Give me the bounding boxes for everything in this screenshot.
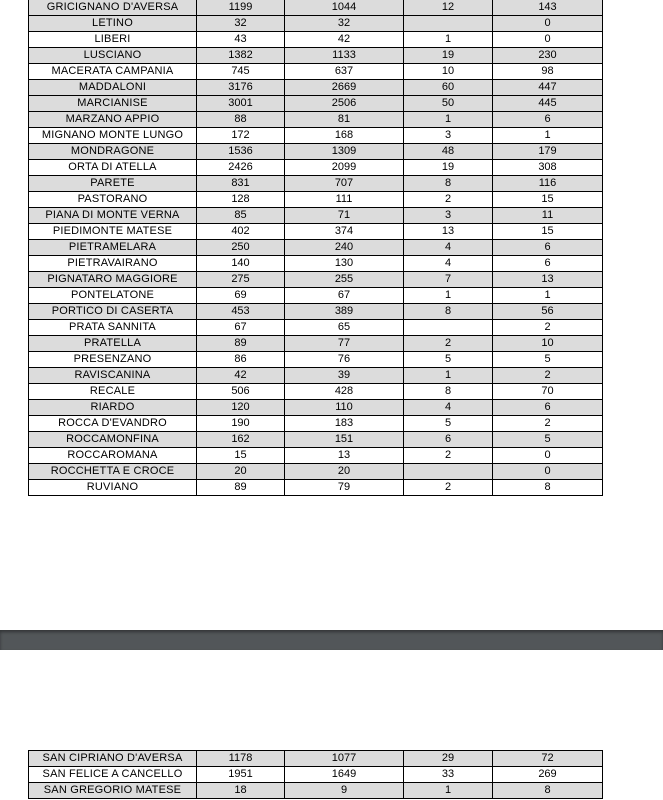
value-cell-2: 130 xyxy=(285,256,404,272)
value-cell-3: 1 xyxy=(404,32,493,48)
value-cell-2: 183 xyxy=(285,416,404,432)
value-cell-2: 1649 xyxy=(285,767,404,783)
municipality-cell: LUSCIANO xyxy=(29,48,197,64)
value-cell-2: 389 xyxy=(285,304,404,320)
table-row xyxy=(29,288,603,304)
table-row xyxy=(29,352,603,368)
table-row xyxy=(29,128,603,144)
value-cell-3: 48 xyxy=(404,144,493,160)
value-cell-2: 9 xyxy=(285,783,404,799)
table-row xyxy=(29,112,603,128)
value-cell-1: 402 xyxy=(197,224,285,240)
municipality-cell: RIARDO xyxy=(29,400,197,416)
municipality-cell: RECALE xyxy=(29,384,197,400)
municipality-cell: PORTICO DI CASERTA xyxy=(29,304,197,320)
value-cell-2: 240 xyxy=(285,240,404,256)
value-cell-1: 42 xyxy=(197,368,285,384)
table-row xyxy=(29,464,603,480)
value-cell-3: 5 xyxy=(404,416,493,432)
municipality-cell: ORTA DI ATELLA xyxy=(29,160,197,176)
value-cell-4: 56 xyxy=(493,304,603,320)
value-cell-1: 69 xyxy=(197,288,285,304)
value-cell-4: 98 xyxy=(493,64,603,80)
value-cell-3: 1 xyxy=(404,112,493,128)
value-cell-3: 4 xyxy=(404,240,493,256)
table-row xyxy=(29,48,603,64)
value-cell-3: 3 xyxy=(404,208,493,224)
value-cell-3: 12 xyxy=(404,0,493,16)
value-cell-4: 0 xyxy=(493,464,603,480)
value-cell-1: 453 xyxy=(197,304,285,320)
value-cell-4: 13 xyxy=(493,272,603,288)
value-cell-2: 71 xyxy=(285,208,404,224)
value-cell-3: 4 xyxy=(404,256,493,272)
table-row xyxy=(29,304,603,320)
municipality-cell: ROCCA D'EVANDRO xyxy=(29,416,197,432)
value-cell-3: 1 xyxy=(404,368,493,384)
value-cell-2: 65 xyxy=(285,320,404,336)
value-cell-4: 269 xyxy=(493,767,603,783)
value-cell-3: 50 xyxy=(404,96,493,112)
value-cell-1: 250 xyxy=(197,240,285,256)
value-cell-2: 707 xyxy=(285,176,404,192)
value-cell-2: 2669 xyxy=(285,80,404,96)
value-cell-4: 72 xyxy=(493,751,603,767)
value-cell-4: 179 xyxy=(493,144,603,160)
table-row xyxy=(29,320,603,336)
municipality-cell: MARZANO APPIO xyxy=(29,112,197,128)
value-cell-4: 8 xyxy=(493,480,603,496)
value-cell-2: 1077 xyxy=(285,751,404,767)
table-row xyxy=(29,256,603,272)
table-row xyxy=(29,783,603,799)
municipality-cell: ROCCAROMANA xyxy=(29,448,197,464)
value-cell-3: 2 xyxy=(404,448,493,464)
municipality-cell: MONDRAGONE xyxy=(29,144,197,160)
value-cell-4: 8 xyxy=(493,783,603,799)
table-row xyxy=(29,400,603,416)
value-cell-1: 190 xyxy=(197,416,285,432)
value-cell-4: 308 xyxy=(493,160,603,176)
table-row xyxy=(29,767,603,783)
value-cell-1: 162 xyxy=(197,432,285,448)
value-cell-3: 1 xyxy=(404,783,493,799)
municipality-cell: PRATA SANNITA xyxy=(29,320,197,336)
value-cell-1: 3001 xyxy=(197,96,285,112)
value-cell-2: 32 xyxy=(285,16,404,32)
municipality-cell: RAVISCANINA xyxy=(29,368,197,384)
value-cell-2: 1133 xyxy=(285,48,404,64)
value-cell-1: 67 xyxy=(197,320,285,336)
value-cell-4: 11 xyxy=(493,208,603,224)
value-cell-2: 1044 xyxy=(285,0,404,16)
value-cell-2: 13 xyxy=(285,448,404,464)
value-cell-4: 116 xyxy=(493,176,603,192)
value-cell-3: 19 xyxy=(404,48,493,64)
value-cell-2: 110 xyxy=(285,400,404,416)
value-cell-1: 1951 xyxy=(197,767,285,783)
value-cell-2: 637 xyxy=(285,64,404,80)
value-cell-4: 5 xyxy=(493,352,603,368)
value-cell-1: 43 xyxy=(197,32,285,48)
value-cell-1: 85 xyxy=(197,208,285,224)
value-cell-1: 1536 xyxy=(197,144,285,160)
value-cell-1: 1178 xyxy=(197,751,285,767)
municipality-cell: MIGNANO MONTE LUNGO xyxy=(29,128,197,144)
value-cell-4: 0 xyxy=(493,32,603,48)
value-cell-1: 15 xyxy=(197,448,285,464)
value-cell-3: 3 xyxy=(404,128,493,144)
value-cell-2: 81 xyxy=(285,112,404,128)
value-cell-3: 7 xyxy=(404,272,493,288)
value-cell-3: 10 xyxy=(404,64,493,80)
table-row xyxy=(29,176,603,192)
value-cell-4: 143 xyxy=(493,0,603,16)
table-body-upper xyxy=(29,0,603,496)
value-cell-2: 374 xyxy=(285,224,404,240)
municipality-cell: PARETE xyxy=(29,176,197,192)
value-cell-2: 428 xyxy=(285,384,404,400)
value-cell-3: 8 xyxy=(404,384,493,400)
table-row xyxy=(29,192,603,208)
municipality-cell: RUVIANO xyxy=(29,480,197,496)
value-cell-3 xyxy=(404,16,493,32)
value-cell-1: 275 xyxy=(197,272,285,288)
table-row xyxy=(29,80,603,96)
value-cell-2: 2506 xyxy=(285,96,404,112)
municipality-cell: SAN CIPRIANO D'AVERSA xyxy=(29,751,197,767)
municipality-cell: PASTORANO xyxy=(29,192,197,208)
value-cell-3: 13 xyxy=(404,224,493,240)
value-cell-4: 230 xyxy=(493,48,603,64)
value-cell-3: 33 xyxy=(404,767,493,783)
data-table-upper xyxy=(28,0,603,496)
value-cell-4: 1 xyxy=(493,128,603,144)
table-row xyxy=(29,96,603,112)
value-cell-3: 8 xyxy=(404,176,493,192)
value-cell-4: 5 xyxy=(493,432,603,448)
municipality-cell: GRICIGNANO D'AVERSA xyxy=(29,0,197,16)
value-cell-4: 15 xyxy=(493,224,603,240)
value-cell-4: 70 xyxy=(493,384,603,400)
value-cell-4: 447 xyxy=(493,80,603,96)
value-cell-1: 128 xyxy=(197,192,285,208)
value-cell-1: 20 xyxy=(197,464,285,480)
municipality-cell: MACERATA CAMPANIA xyxy=(29,64,197,80)
value-cell-3: 8 xyxy=(404,304,493,320)
value-cell-3 xyxy=(404,320,493,336)
value-cell-2: 168 xyxy=(285,128,404,144)
value-cell-3: 2 xyxy=(404,192,493,208)
value-cell-3: 60 xyxy=(404,80,493,96)
municipality-cell: ROCCAMONFINA xyxy=(29,432,197,448)
value-cell-1: 2426 xyxy=(197,160,285,176)
table-row xyxy=(29,751,603,767)
value-cell-4: 445 xyxy=(493,96,603,112)
value-cell-1: 831 xyxy=(197,176,285,192)
page-separator xyxy=(0,630,663,650)
value-cell-3 xyxy=(404,464,493,480)
municipality-cell: SAN GREGORIO MATESE xyxy=(29,783,197,799)
table-row xyxy=(29,240,603,256)
value-cell-1: 18 xyxy=(197,783,285,799)
value-cell-2: 79 xyxy=(285,480,404,496)
table-row xyxy=(29,336,603,352)
value-cell-4: 0 xyxy=(493,16,603,32)
value-cell-1: 745 xyxy=(197,64,285,80)
value-cell-3: 29 xyxy=(404,751,493,767)
value-cell-1: 3176 xyxy=(197,80,285,96)
table-row xyxy=(29,224,603,240)
value-cell-3: 2 xyxy=(404,336,493,352)
municipality-cell: PIANA DI MONTE VERNA xyxy=(29,208,197,224)
municipality-cell: PIETRAVAIRANO xyxy=(29,256,197,272)
value-cell-3: 2 xyxy=(404,480,493,496)
value-cell-1: 88 xyxy=(197,112,285,128)
value-cell-3: 1 xyxy=(404,288,493,304)
value-cell-2: 77 xyxy=(285,336,404,352)
table-row xyxy=(29,416,603,432)
value-cell-1: 86 xyxy=(197,352,285,368)
municipality-cell: PIEDIMONTE MATESE xyxy=(29,224,197,240)
table-row xyxy=(29,368,603,384)
table-body-lower xyxy=(29,751,603,799)
municipality-cell: PRATELLA xyxy=(29,336,197,352)
value-cell-1: 89 xyxy=(197,336,285,352)
municipality-cell: LIBERI xyxy=(29,32,197,48)
value-cell-1: 1199 xyxy=(197,0,285,16)
value-cell-4: 10 xyxy=(493,336,603,352)
table-row xyxy=(29,0,603,16)
value-cell-4: 6 xyxy=(493,240,603,256)
value-cell-4: 0 xyxy=(493,448,603,464)
value-cell-4: 2 xyxy=(493,368,603,384)
table-row xyxy=(29,16,603,32)
table-row xyxy=(29,432,603,448)
document-page-lower xyxy=(0,650,663,800)
value-cell-2: 76 xyxy=(285,352,404,368)
municipality-cell: MADDALONI xyxy=(29,80,197,96)
value-cell-2: 255 xyxy=(285,272,404,288)
value-cell-4: 1 xyxy=(493,288,603,304)
value-cell-4: 15 xyxy=(493,192,603,208)
value-cell-2: 67 xyxy=(285,288,404,304)
value-cell-4: 6 xyxy=(493,256,603,272)
value-cell-1: 32 xyxy=(197,16,285,32)
value-cell-4: 2 xyxy=(493,320,603,336)
table-row xyxy=(29,480,603,496)
municipality-cell: ROCCHETTA E CROCE xyxy=(29,464,197,480)
value-cell-2: 20 xyxy=(285,464,404,480)
value-cell-2: 2099 xyxy=(285,160,404,176)
table-row xyxy=(29,64,603,80)
municipality-cell: SAN FELICE A CANCELLO xyxy=(29,767,197,783)
table-row xyxy=(29,144,603,160)
municipality-cell: PONTELATONE xyxy=(29,288,197,304)
municipality-cell: PRESENZANO xyxy=(29,352,197,368)
value-cell-1: 89 xyxy=(197,480,285,496)
table-row xyxy=(29,160,603,176)
data-table-lower xyxy=(28,750,603,799)
value-cell-3: 5 xyxy=(404,352,493,368)
municipality-cell: PIGNATARO MAGGIORE xyxy=(29,272,197,288)
table-row xyxy=(29,272,603,288)
value-cell-3: 4 xyxy=(404,400,493,416)
value-cell-2: 42 xyxy=(285,32,404,48)
municipality-cell: PIETRAMELARA xyxy=(29,240,197,256)
value-cell-4: 6 xyxy=(493,112,603,128)
value-cell-1: 140 xyxy=(197,256,285,272)
value-cell-3: 19 xyxy=(404,160,493,176)
value-cell-2: 111 xyxy=(285,192,404,208)
value-cell-1: 1382 xyxy=(197,48,285,64)
table-row xyxy=(29,32,603,48)
value-cell-4: 6 xyxy=(493,400,603,416)
municipality-cell: LETINO xyxy=(29,16,197,32)
value-cell-3: 6 xyxy=(404,432,493,448)
value-cell-2: 1309 xyxy=(285,144,404,160)
table-row xyxy=(29,208,603,224)
table-row xyxy=(29,384,603,400)
table-row xyxy=(29,448,603,464)
municipality-cell: MARCIANISE xyxy=(29,96,197,112)
value-cell-2: 151 xyxy=(285,432,404,448)
value-cell-1: 172 xyxy=(197,128,285,144)
value-cell-1: 120 xyxy=(197,400,285,416)
value-cell-4: 2 xyxy=(493,416,603,432)
value-cell-1: 506 xyxy=(197,384,285,400)
value-cell-2: 39 xyxy=(285,368,404,384)
